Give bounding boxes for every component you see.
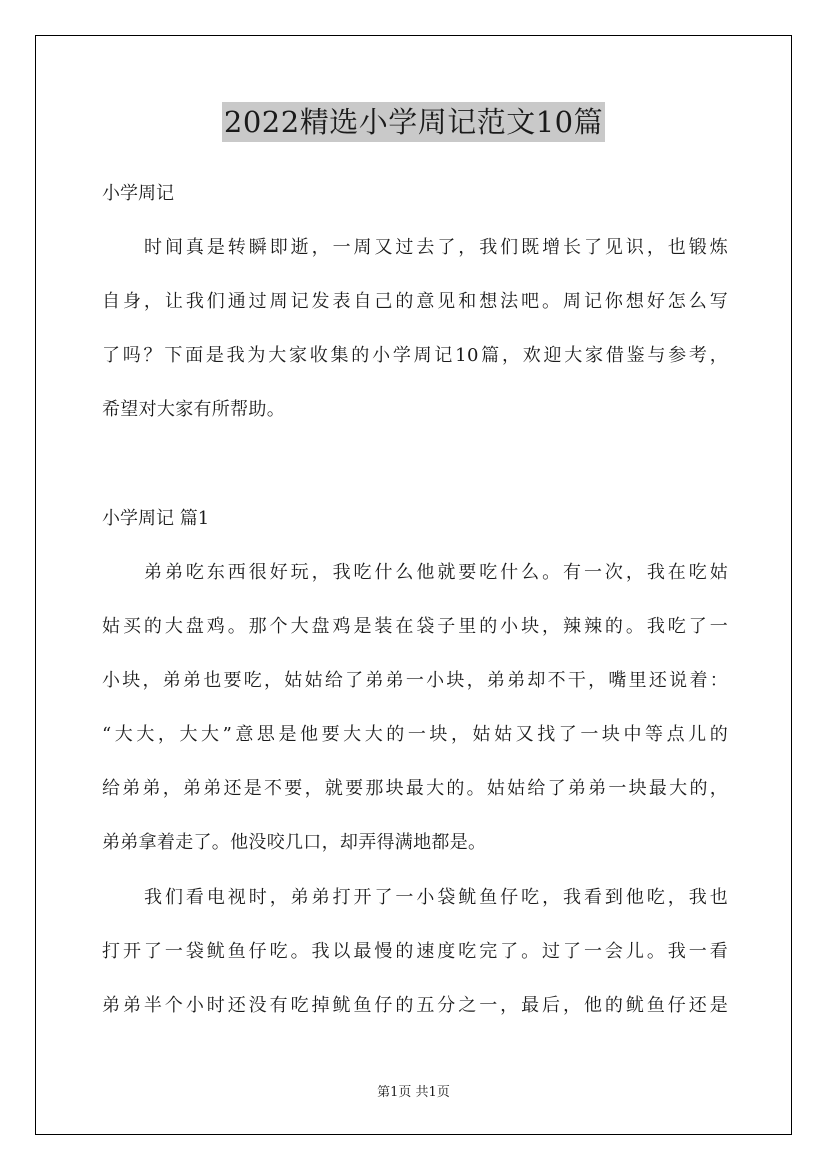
intro-line-1: 时间真是转瞬即逝，一周又过去了，我们既增长了见识，也锻炼 <box>144 237 728 258</box>
intro-line-3: 了吗？下面是我为大家收集的小学周记10篇，欢迎大家借鉴与参考， <box>102 345 728 366</box>
page-footer: 第1页 共1页 <box>377 1085 450 1100</box>
paragraph1-line-5: 给弟弟，弟弟还是不要，就要那块最大的。姑姑给了弟弟一块最大的， <box>102 778 728 799</box>
paragraph1-line-4: “大大，大大”意思是他要大大的一块，姑姑又找了一块中等点儿的 <box>102 724 728 745</box>
paragraph2-line-1: 我们看电视时，弟弟打开了一小袋鱿鱼仔吃，我看到他吃，我也 <box>144 887 728 908</box>
paragraph1-line-6: 弟弟拿着走了。他没咬几口，却弄得满地都是。 <box>102 832 487 853</box>
paragraph2-line-2: 打开了一袋鱿鱼仔吃。我以最慢的速度吃完了。过了一会儿。我一看 <box>102 941 728 962</box>
section1-heading: 小学周记 篇1 <box>102 508 210 529</box>
paragraph1-line-1: 弟弟吃东西很好玩，我吃什么他就要吃什么。有一次，我在吃姑 <box>144 562 728 583</box>
intro-heading: 小学周记 <box>102 183 174 204</box>
paragraph1-line-2: 姑买的大盘鸡。那个大盘鸡是装在袋子里的小块，辣辣的。我吃了一 <box>102 616 728 637</box>
paragraph1-line-3: 小块，弟弟也要吃，姑姑给了弟弟一小块，弟弟却不干，嘴里还说着： <box>102 670 728 691</box>
intro-line-2: 自身，让我们通过周记发表自己的意见和想法吧。周记你想好怎么写 <box>102 291 728 312</box>
paragraph2-line-3: 弟弟半个小时还没有吃掉鱿鱼仔的五分之一，最后，他的鱿鱼仔还是 <box>102 995 728 1016</box>
title-container <box>0 102 827 142</box>
document-title: 2022精选小学周记范文10篇 <box>222 102 605 142</box>
intro-line-4: 希望对大家有所帮助。 <box>102 399 285 420</box>
